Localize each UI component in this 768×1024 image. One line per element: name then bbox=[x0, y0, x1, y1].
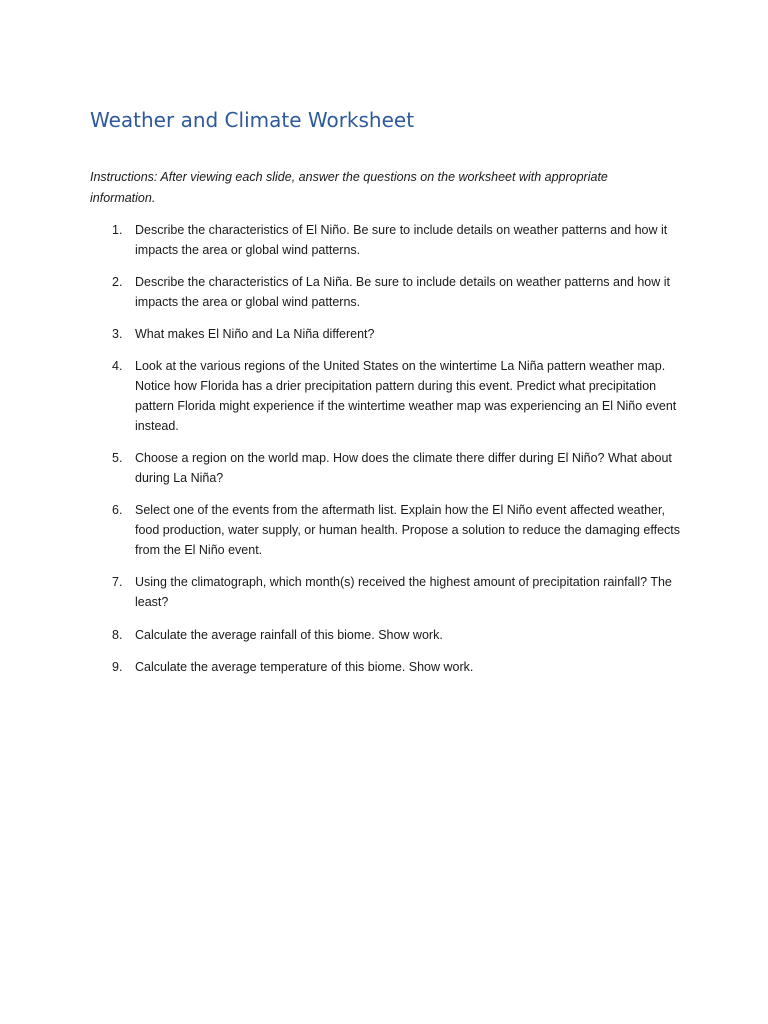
question-number: 7. bbox=[112, 575, 123, 590]
question-number: 1. bbox=[112, 223, 123, 237]
question-number: 3. bbox=[112, 327, 123, 342]
question-item bbox=[0, 573, 768, 613]
question-text: Describe the characteristics of El Niño. Be sure to include details on weather patterns and how it impacts the area or global wind patterns. bbox=[135, 223, 668, 257]
instructions-paragraph: Instructions: After viewing each slide, answer the questions on the worksheet with appropriate information. bbox=[90, 170, 608, 205]
question-text: Look at the various regions of the United States on the wintertime La Niña pattern weather map. Notice how Florida has a drier precipitation pattern during this event. Predict what precipitation pattern Florida might experience if the wintertime weather map was experiencing an El Niño event instead. bbox=[135, 359, 677, 434]
question-number: 9. bbox=[112, 659, 123, 674]
question-number: 6. bbox=[112, 503, 123, 518]
question-item bbox=[0, 449, 768, 489]
question-number: 4. bbox=[112, 359, 123, 374]
question-item bbox=[0, 626, 768, 646]
document-title: Weather and Climate Worksheet bbox=[90, 108, 415, 132]
question-item bbox=[0, 357, 768, 437]
question-text: Using the climatograph, which month(s) received the highest amount of precipitation rainfall? The least? bbox=[135, 575, 672, 610]
question-text: Select one of the events from the aftermath list. Explain how the El Niño event affected weather, food production, water supply, or human health. Propose a solution to reduce the damaging effects from the El Niño event. bbox=[135, 503, 681, 558]
question-text: Describe the characteristics of La Niña. Be sure to include details on weather patterns and how it impacts the area or global wind patterns. bbox=[135, 275, 671, 310]
question-text: Calculate the average rainfall of this biome. Show work. bbox=[135, 627, 443, 642]
question-item bbox=[0, 273, 768, 313]
question-text: Calculate the average temperature of this biome. Show work. bbox=[135, 659, 474, 674]
question-item bbox=[0, 658, 768, 678]
question-number: 2. bbox=[112, 275, 123, 290]
question-list bbox=[0, 221, 768, 690]
question-number: 5. bbox=[112, 451, 123, 466]
question-text: Choose a region on the world map. How does the climate there differ during El Niño? What about during La Niña? bbox=[135, 451, 672, 486]
question-item bbox=[0, 501, 768, 561]
question-item bbox=[0, 325, 768, 345]
question-number: 8. bbox=[112, 627, 123, 642]
question-text: What makes El Niño and La Niña different? bbox=[135, 327, 375, 342]
question-item bbox=[0, 221, 768, 261]
